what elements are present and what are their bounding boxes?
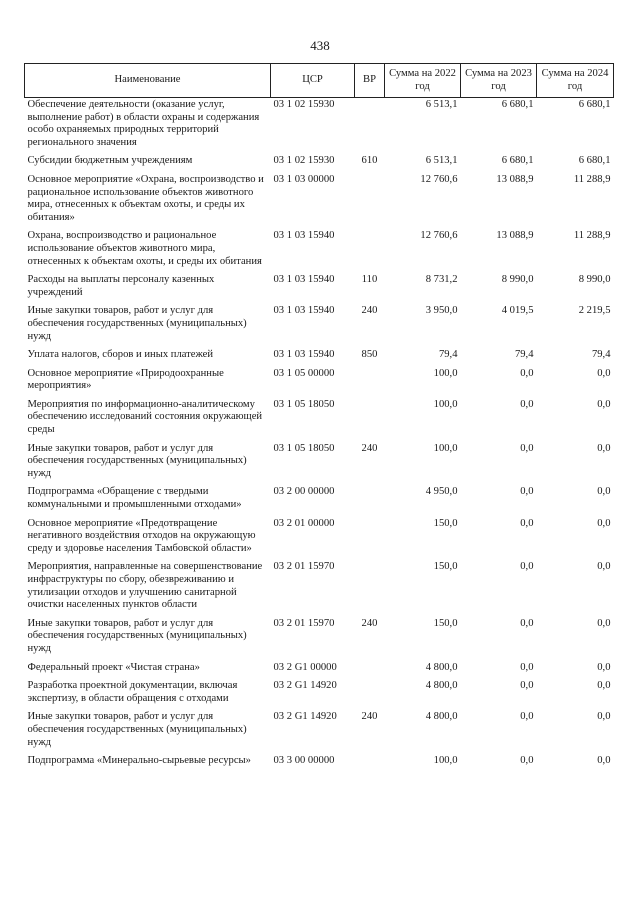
cell-vr — [355, 229, 385, 273]
cell-sum-2023: 0,0 — [520, 367, 534, 379]
cell-sum-2024: 0,0 — [597, 680, 611, 692]
cell-csr: 03 1 03 15940 — [273, 349, 335, 361]
cell-csr: 03 2 01 15970 — [273, 617, 335, 629]
cell-name: Иные закупки товаров, работ и услуг для обеспечения государственных (муниципальных) нужд — [27, 305, 247, 342]
cell-sum-2023: 79,4 — [514, 349, 534, 361]
cell-sum-2023: 8 990,0 — [501, 274, 534, 286]
table-row — [25, 754, 614, 773]
cell-sum-2024: 6 680,1 — [578, 155, 611, 167]
cell-vr: 850 — [361, 349, 378, 361]
cell-csr: 03 1 02 15930 — [273, 99, 335, 110]
cell-name: Обеспечение деятельности (оказание услуг, выполнение работ) в области охраны и содержания особо охраняемых природных территорий регионального значения — [27, 99, 260, 148]
cell-sum-2023: 0,0 — [520, 486, 534, 498]
cell-sum-2022: 100,0 — [433, 755, 458, 767]
cell-sum-2024: 11 288,9 — [573, 173, 611, 185]
cell-sum-2023: 0,0 — [520, 398, 534, 410]
cell-sum-2023: 13 088,9 — [496, 230, 534, 242]
cell-sum-2022: 79,4 — [438, 349, 458, 361]
cell-sum-2023: 0,0 — [520, 617, 534, 629]
cell-csr: 03 1 03 15940 — [273, 305, 335, 317]
table-row — [25, 154, 614, 173]
table-row — [25, 442, 614, 486]
cell-vr: 610 — [361, 155, 378, 167]
cell-sum-2023: 4 019,5 — [501, 305, 534, 317]
cell-csr: 03 2 G1 00000 — [273, 661, 337, 673]
cell-sum-2024: 11 288,9 — [573, 230, 611, 242]
cell-vr — [355, 754, 385, 773]
cell-name: Охрана, воспроизводство и рациональное использование объектов животного мира, отнесенных к объектам охоты, и среды их обитания — [27, 230, 262, 267]
budget-table — [24, 63, 614, 773]
table-row — [25, 560, 614, 616]
cell-csr: 03 1 05 18050 — [273, 442, 335, 454]
cell-name: Иные закупки товаров, работ и услуг для обеспечения государственных (муниципальных) нужд — [27, 442, 247, 479]
cell-sum-2022: 6 513,1 — [425, 99, 458, 110]
cell-sum-2024: 0,0 — [597, 486, 611, 498]
header-sum-2022: Сумма на 2022 год — [385, 64, 461, 98]
cell-vr: 240 — [361, 442, 378, 454]
cell-vr: 240 — [361, 305, 378, 317]
cell-csr: 03 2 G1 14920 — [273, 711, 337, 723]
cell-vr — [355, 398, 385, 442]
cell-sum-2024: 6 680,1 — [578, 99, 611, 110]
cell-sum-2022: 100,0 — [433, 367, 458, 379]
cell-csr: 03 1 05 18050 — [273, 398, 335, 410]
header-vr: ВР — [355, 64, 385, 98]
cell-csr: 03 1 05 00000 — [273, 367, 335, 379]
cell-csr: 03 2 G1 14920 — [273, 680, 337, 692]
cell-sum-2022: 12 760,6 — [420, 173, 458, 185]
cell-name: Разработка проектной документации, включая экспертизу, в области обращения с отходами — [27, 680, 238, 704]
page-number: 438 — [310, 38, 330, 53]
table-body — [25, 98, 614, 773]
cell-sum-2023: 0,0 — [520, 517, 534, 529]
cell-vr — [355, 560, 385, 616]
cell-csr: 03 1 03 15940 — [273, 230, 335, 242]
cell-csr: 03 1 03 00000 — [273, 173, 335, 185]
cell-vr: 240 — [361, 617, 378, 629]
cell-name: Федеральный проект «Чистая страна» — [27, 661, 200, 673]
cell-sum-2022: 100,0 — [433, 398, 458, 410]
cell-vr — [355, 517, 385, 561]
table-row — [25, 98, 614, 155]
cell-sum-2022: 150,0 — [433, 617, 458, 629]
cell-sum-2024: 0,0 — [597, 711, 611, 723]
cell-name: Иные закупки товаров, работ и услуг для обеспечения государственных (муниципальных) нужд — [27, 711, 247, 748]
cell-sum-2024: 0,0 — [597, 661, 611, 673]
cell-sum-2024: 2 219,5 — [578, 305, 611, 317]
cell-vr — [355, 661, 385, 680]
cell-sum-2022: 4 800,0 — [425, 661, 458, 673]
table-row — [25, 679, 614, 710]
cell-sum-2024: 8 990,0 — [578, 274, 611, 286]
cell-name: Уплата налогов, сборов и иных платежей — [27, 349, 214, 361]
table-row — [25, 710, 614, 754]
cell-sum-2024: 0,0 — [597, 442, 611, 454]
cell-sum-2023: 13 088,9 — [496, 173, 534, 185]
cell-csr: 03 2 01 00000 — [273, 517, 335, 529]
cell-vr: 240 — [361, 711, 378, 723]
cell-vr — [355, 485, 385, 516]
cell-vr — [355, 98, 385, 155]
cell-sum-2023: 0,0 — [520, 561, 534, 573]
table-row — [25, 348, 614, 367]
cell-sum-2022: 3 950,0 — [425, 305, 458, 317]
cell-sum-2022: 4 950,0 — [425, 486, 458, 498]
cell-sum-2024: 0,0 — [597, 561, 611, 573]
cell-sum-2023: 6 680,1 — [501, 155, 534, 167]
table-row — [25, 485, 614, 516]
cell-sum-2024: 0,0 — [597, 617, 611, 629]
table-row — [25, 273, 614, 304]
cell-sum-2022: 100,0 — [433, 442, 458, 454]
cell-sum-2022: 150,0 — [433, 561, 458, 573]
cell-sum-2023: 0,0 — [520, 680, 534, 692]
cell-sum-2022: 8 731,2 — [425, 274, 458, 286]
cell-csr: 03 2 00 00000 — [273, 486, 335, 498]
cell-name: Основное мероприятие «Предотвращение негативного воздействия отходов на окружающую среду и здоровье населения Тамбовской области» — [27, 517, 256, 554]
cell-sum-2022: 12 760,6 — [420, 230, 458, 242]
cell-name: Подпрограмма «Минерально-сырьевые ресурсы» — [27, 755, 251, 767]
cell-vr: 110 — [361, 274, 378, 286]
cell-name: Расходы на выплаты персоналу казенных учреждений — [27, 274, 215, 298]
cell-sum-2022: 150,0 — [433, 517, 458, 529]
cell-name: Основное мероприятие «Охрана, воспроизводство и рациональное использование объектов животного мира, отнесенных к объектам охоты, и среды их обитания» — [27, 173, 264, 223]
cell-vr — [355, 173, 385, 229]
table-header-row — [25, 64, 614, 98]
table-row — [25, 304, 614, 348]
cell-name: Подпрограмма «Обращение с твердыми коммунальными и промышленными отходами» — [27, 486, 242, 511]
header-csr: ЦСР — [271, 64, 355, 98]
table-row — [25, 398, 614, 442]
header-sum-2023: Сумма на 2023 год — [461, 64, 537, 98]
cell-vr — [355, 367, 385, 398]
table-row — [25, 617, 614, 661]
cell-sum-2024: 79,4 — [591, 349, 611, 361]
cell-sum-2022: 4 800,0 — [425, 711, 458, 723]
cell-sum-2023: 0,0 — [520, 661, 534, 673]
cell-sum-2023: 0,0 — [520, 755, 534, 767]
cell-sum-2024: 0,0 — [597, 398, 611, 410]
cell-csr: 03 3 00 00000 — [273, 755, 335, 767]
table-row — [25, 229, 614, 273]
cell-vr — [355, 679, 385, 710]
cell-sum-2024: 0,0 — [597, 755, 611, 767]
cell-csr: 03 2 01 15970 — [273, 561, 335, 573]
table-row — [25, 173, 614, 229]
table-row — [25, 517, 614, 561]
cell-name: Мероприятия, направленные на совершенствование инфраструктуры по сбору, обезвреживанию и утилизации отходов и улучшению санитарной очистки населенных пунктов области — [27, 561, 263, 611]
cell-name: Субсидии бюджетным учреждениям — [27, 155, 193, 167]
table-row — [25, 367, 614, 398]
cell-name: Мероприятия по информационно-аналитическому обеспечению исследований состояния окружающей среды — [27, 398, 263, 436]
header-name: Наименование — [25, 64, 271, 98]
cell-sum-2024: 0,0 — [597, 517, 611, 529]
cell-sum-2022: 4 800,0 — [425, 680, 458, 692]
cell-sum-2023: 0,0 — [520, 711, 534, 723]
cell-sum-2022: 6 513,1 — [425, 155, 458, 167]
table-row — [25, 661, 614, 680]
header-sum-2024: Сумма на 2024 год — [537, 64, 614, 98]
cell-csr: 03 1 03 15940 — [273, 274, 335, 286]
cell-csr: 03 1 02 15930 — [273, 155, 335, 167]
cell-name: Основное мероприятие «Природоохранные мероприятия» — [27, 367, 224, 392]
cell-name: Иные закупки товаров, работ и услуг для обеспечения государственных (муниципальных) нужд — [27, 617, 247, 654]
cell-sum-2024: 0,0 — [597, 367, 611, 379]
cell-sum-2023: 0,0 — [520, 442, 534, 454]
cell-sum-2023: 6 680,1 — [501, 99, 534, 110]
